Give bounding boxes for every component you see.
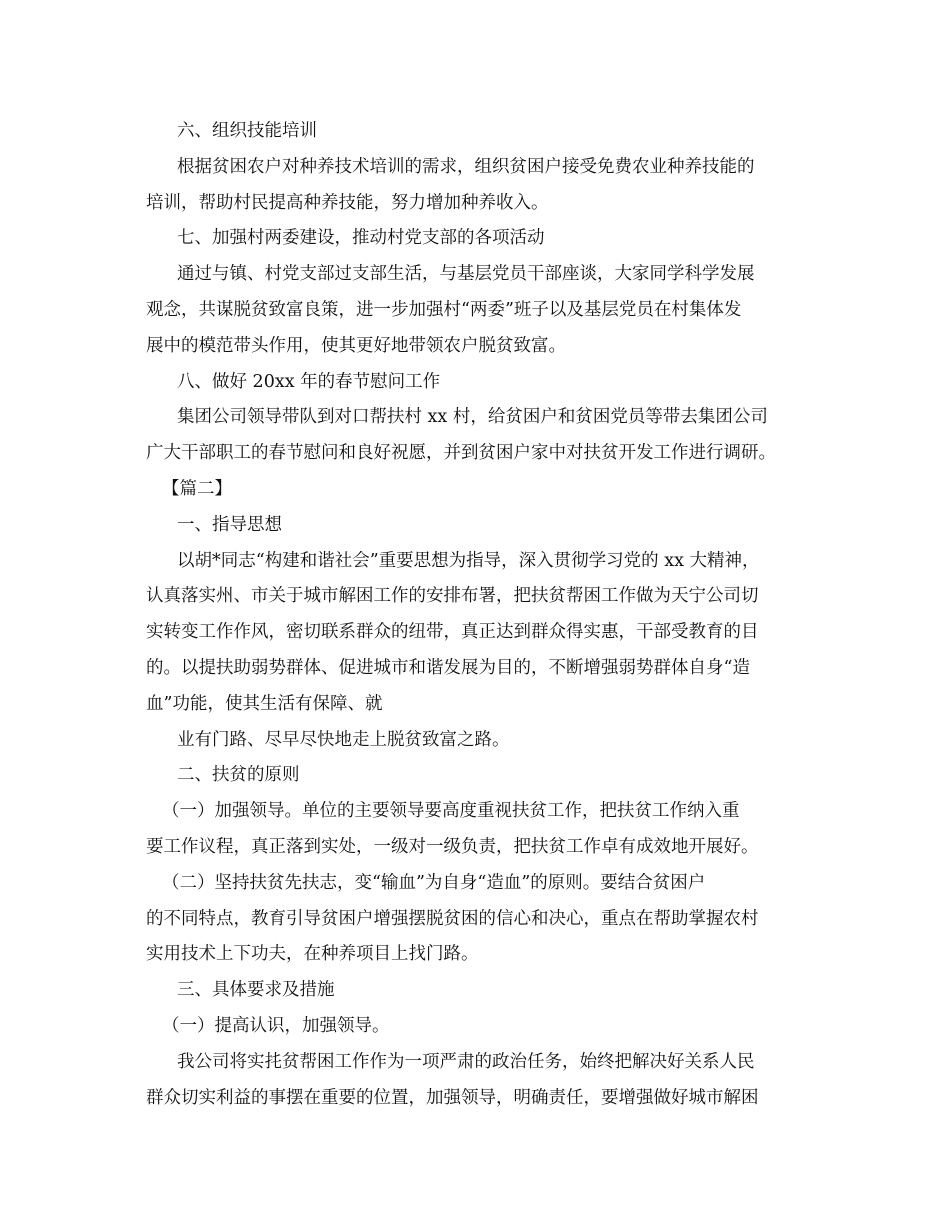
text-line: （一）提高认识，加强领导。 <box>162 1015 390 1036</box>
text-line: 以胡*同志“构建和谐社会”重要思想为指导，深入贯彻学习党的 xx 大精神， <box>177 550 760 571</box>
text-line: 六、组织技能培训 <box>177 121 317 141</box>
text-line: 集团公司领导带队到对口帮扶村 xx 村，给贫困户和贫困党员等带去集团公司 <box>177 407 768 428</box>
text-line: 三、具体要求及措施 <box>177 980 335 1001</box>
document-body <box>146 114 806 1116</box>
text-line: 业有门路、尽早尽快地走上脱贫致富之路。 <box>177 729 510 750</box>
text-line: 展中的模范带头作用，使其更好地带领农户脱贫致富。 <box>146 335 566 356</box>
text-line: 根据贫困农户对种养技术培训的需求，组织贫困户接受免费农业种养技能的 <box>177 156 755 177</box>
text-line: 通过与镇、村党支部过支部生活，与基层党员干部座谈，大家同学科学发展 <box>177 264 755 285</box>
text-line: 血”功能，使其生活有保障、就 <box>146 693 383 714</box>
text-line: 的。以提扶助弱势群体、促进城市和谐发展为目的，不断增强弱势群体自身“造 <box>146 657 750 678</box>
text-line: 实用技术上下功夫，在种养项目上找门路。 <box>146 944 479 965</box>
text-line: 【篇二】 <box>162 478 232 499</box>
text-line: 要工作议程，真正落到实处，一级对一级负责，把扶贫工作卓有成效地开展好。 <box>146 836 759 857</box>
text-line: 的不同特点，教育引导贫困户增强摆脱贫困的信心和决心，重点在帮助掌握农村 <box>146 908 759 929</box>
text-line: （一）加强领导。单位的主要领导要高度重视扶贫工作，把扶贫工作纳入重 <box>162 801 740 822</box>
text-line: 广大干部职工的春节慰问和良好祝愿，并到贫困户家中对扶贫开发工作进行调研。 <box>146 443 776 464</box>
text-line: 观念，共谋脱贫致富良策，进一步加强村“两委”班子以及基层党员在村集体发 <box>146 299 742 320</box>
text-line: 二、扶贫的原则 <box>177 765 300 786</box>
text-line: 七、加强村两委建设，推动村党支部的各项活动 <box>177 228 545 249</box>
text-line: 培训，帮助村民提高种养技能，努力增加种养收入。 <box>146 192 549 213</box>
text-line: （二）坚持扶贫先扶志，变“输血”为自身“造血”的原则。要结合贫困户 <box>162 872 706 893</box>
text-line: 实转变工作作风，密切联系群众的纽带，真正达到群众得实惠，干部受教育的目 <box>146 622 759 643</box>
text-line: 认真落实州、市关于城市解困工作的安排布署，把扶贫帮困工作做为天宁公司切 <box>146 586 759 607</box>
text-line: 八、做好 20xx 年的春节慰问工作 <box>177 371 441 392</box>
text-line: 我公司将实扥贫帮困工作作为一项严肃的政治任务，始终把解决好关系人民 <box>177 1051 755 1072</box>
text-line: 一、指导思想 <box>177 514 282 535</box>
text-line: 群众切实利益的事摆在重要的位置，加强领导，明确责任，要增强做好城市解困 <box>146 1087 759 1108</box>
